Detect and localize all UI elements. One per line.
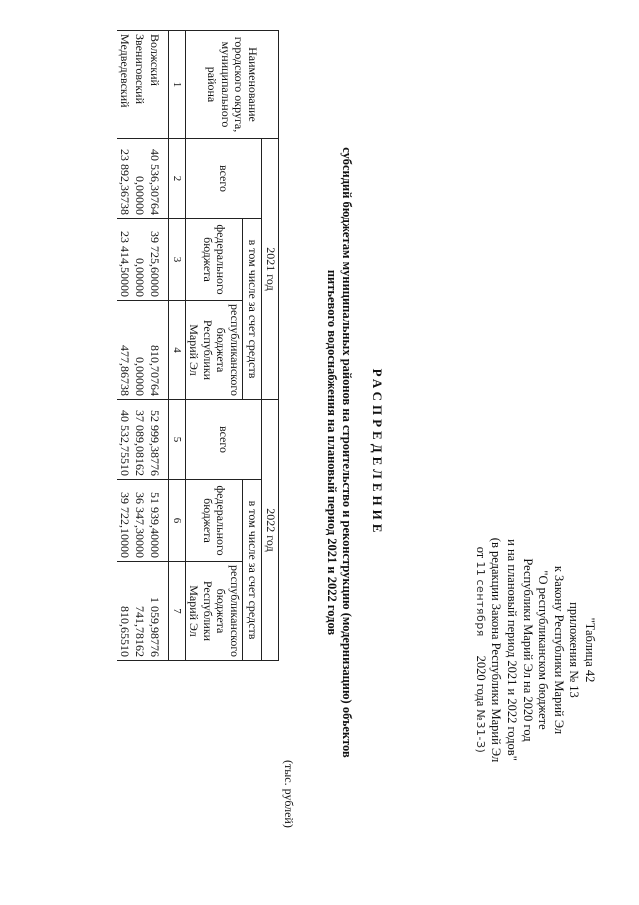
column-number: 5 [169,400,186,480]
header-republic-2021: республиканского бюджета Республики Марий Эл [186,301,243,400]
column-number: 2 [169,139,186,219]
unit-label: (тыс. рублей) [282,760,296,828]
subsidy-table [117,30,279,661]
table-row [147,31,169,661]
law-number: №31-З) [473,709,487,754]
document-title: РАСПРЕДЕЛЕНИЕ [370,368,385,537]
cell-total-2022: 37 089,08162 [132,400,147,480]
cell-federal-2021: 39 725,60000 [147,219,169,301]
cell-federal-2022: 51 939,40000 [147,480,169,562]
cell-total-2021: 40 536,30764 [147,139,169,219]
cell-republic-2021: 810,70764 [147,301,169,400]
column-number: 3 [169,219,186,301]
document-subtitle [324,0,354,905]
appendix-reference [472,450,597,850]
appendix-line: и на плановый период 2021 и 2022 годов" [505,539,520,761]
header-name: Наименование городского округа, муниципального района [186,31,279,139]
table-row [117,31,132,661]
cell-republic-2022: 741,78162 [132,562,147,661]
header-federal-2021: федерального бюджета [186,219,243,301]
appendix-line: "О республиканском бюджете [536,570,551,730]
cell-total-2022: 52 999,38776 [147,400,169,480]
cell-total-2021: 0,00000 [132,139,147,219]
column-number: 6 [169,480,186,562]
appendix-line: "Таблица 42 [583,617,597,683]
appendix-line: Республики Марий Эл на 2020 год [520,558,535,742]
header-total-2021: всего [186,139,263,219]
header-including-2022: в том числе за счет средств [243,480,263,661]
district-name: Волжский [147,31,169,139]
cell-federal-2022: 36 347,30000 [132,480,147,562]
date-prefix: от [473,546,488,559]
appendix-line: к Закону Республики Марий Эл [551,565,566,735]
date-month: сентября [473,579,487,637]
appendix-line: приложения № 13 [567,602,582,698]
header-republic-2022: республиканского бюджета Республики Марий Эл [186,562,243,661]
date-year: 2020 года [473,655,488,707]
district-name: Медведевский [117,31,132,139]
cell-federal-2021: 0,00000 [132,219,147,301]
appendix-line: (в редакции Закона Республики Марий Эл [489,537,504,763]
column-number: 7 [169,562,186,661]
column-number: 1 [169,31,186,139]
header-including-2021: в том числе за счет средств [243,219,263,400]
appendix-date-line [472,450,488,850]
cell-federal-2021: 23 414,50000 [117,219,132,301]
cell-republic-2021: 477,86738 [117,301,132,400]
cell-republic-2022: 1 059,98776 [147,562,169,661]
subtitle-line-1: субсидий бюджетам муниципальных районов на строительство и реконструкцию (модернизацию) объектов [340,147,354,758]
subtitle-line-2: питьевого водоснабжения на плановый период 2021 и 2022 годов [325,269,339,636]
cell-federal-2022: 39 722,10000 [117,480,132,562]
header-year-2022: 2022 год [262,400,279,661]
column-number: 4 [169,301,186,400]
header-year-2021: 2021 год [262,139,279,400]
cell-republic-2021: 0,00000 [132,301,147,400]
date-day: 11 [473,561,487,577]
cell-total-2021: 23 892,36738 [117,139,132,219]
cell-republic-2022: 810,65510 [117,562,132,661]
cell-total-2022: 40 532,75510 [117,400,132,480]
header-total-2022: всего [186,400,263,480]
header-federal-2022: федерального бюджета [186,480,243,562]
table-row [132,31,147,661]
district-name: Звениговский [132,31,147,139]
